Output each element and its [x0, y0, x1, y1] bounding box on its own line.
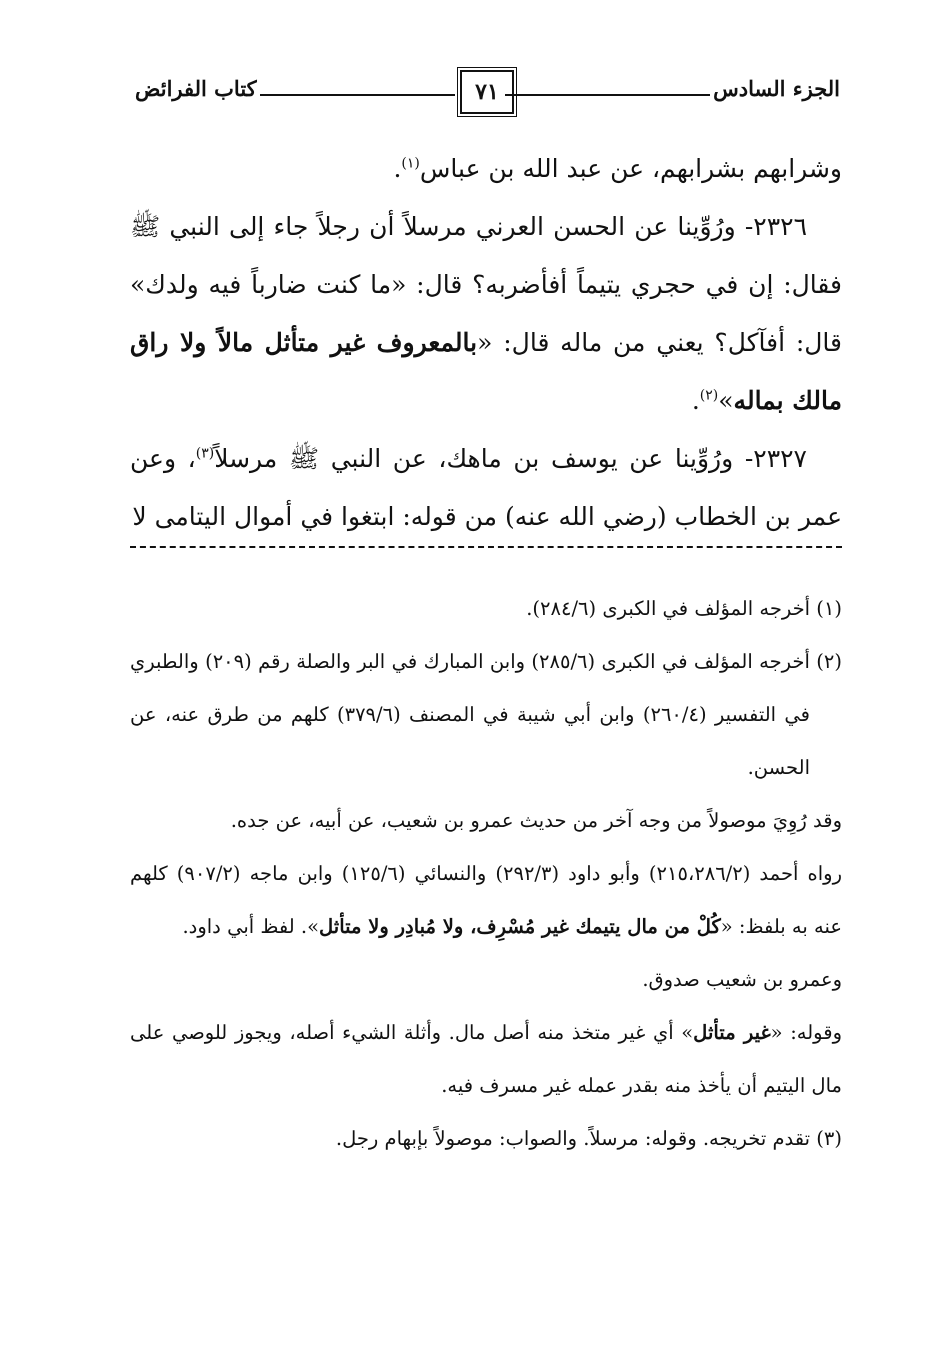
paragraph-2326: ٢٣٢٦- ورُوِّينا عن الحسن العرني مرسلاً أن رجلاً جاء إلى النبي ﷺ فقال: إن في حجري يتيماً أفأضربه؟ قال: «ما كنت ضارباً فيه ولدك» قال: أفآكل؟ يعني من ماله قال: «بالمعروف غير متأثل مالاً ولا راق مالك بماله»$^{(٢)}$. — [130, 212, 842, 415]
quoted-hadith: بالمعروف غير متأثل مالاً ولا راق مالك بماله — [130, 328, 842, 415]
header-rule-left — [260, 94, 455, 96]
footnote-2: (٢) أخرجه المؤلف في الكبرى (٢٨٥/٦) وابن المبارك في البر والصلة رقم (٢٠٩) والطبري في التفسير (٢٦٠/٤) وابن أبي شيبة في المصنف (٣٧٩/٦) كلهم من طرق عنه، عن الحسن. — [130, 650, 842, 779]
footnote-1: (١) أخرجه المؤلف في الكبرى (٢٨٤/٦). — [526, 597, 842, 620]
running-header — [135, 70, 840, 114]
book-title: كتاب الفرائض — [135, 76, 257, 101]
footnote-separator — [130, 546, 842, 548]
footnote-2-continuation: وقوله: «غير متأثل» أي غير متخذ منه أصل مال. وأثلة الشيء أصله، ويجوز للوصي على مال اليتيم أن يأخذ منه بقدر عمله غير مسرف فيه. — [130, 1021, 842, 1097]
page-number: ٧١ — [460, 70, 514, 114]
footnote-2-continuation: وعمرو بن شعيب صدوق. — [642, 968, 842, 991]
footnotes — [130, 582, 842, 1165]
paragraph-2327: ٢٣٢٧- ورُوِّينا عن يوسف بن ماهك، عن النبي ﷺ مرسلاً$^{(٣)}$، وعن عمر بن الخطاب (رضي الله عنه) من قوله: ابتغوا في أموال اليتامى لا — [130, 444, 842, 531]
paragraph-1: وشرابهم بشرابهم، عن عبد الله بن عباس$^{(١)}$. — [393, 154, 842, 183]
footnote-ref-1: (١) — [401, 155, 420, 172]
footnote-3: (٣) تقدم تخريجه. وقوله: مرسلاً. والصواب: موصولاً بإبهام رجل. — [335, 1127, 842, 1150]
footnote-2-continuation: وقد رُوِيَ موصولاً من وجه آخر من حديث عمرو بن شعيب، عن أبيه، عن جده. — [230, 809, 842, 832]
footnote-ref-3: (٣) — [195, 445, 215, 462]
main-text — [130, 140, 842, 546]
header-rule-right — [505, 94, 710, 96]
footnote-ref-2: (٢) — [699, 387, 719, 404]
footnote-2-continuation: رواه أحمد (٢١٥،٢٨٦/٢) وأبو داود (٢٩٢/٣) والنسائي (١٢٥/٦) وابن ماجه (٩٠٧/٢) كلهم عنه به بلفظ: «كُلْ من مال يتيمك غير مُسْرِف، ولا مُبادِر ولا متأثل». لفظ أبي داود. — [130, 862, 842, 938]
volume-label: الجزء السادس — [713, 76, 840, 101]
